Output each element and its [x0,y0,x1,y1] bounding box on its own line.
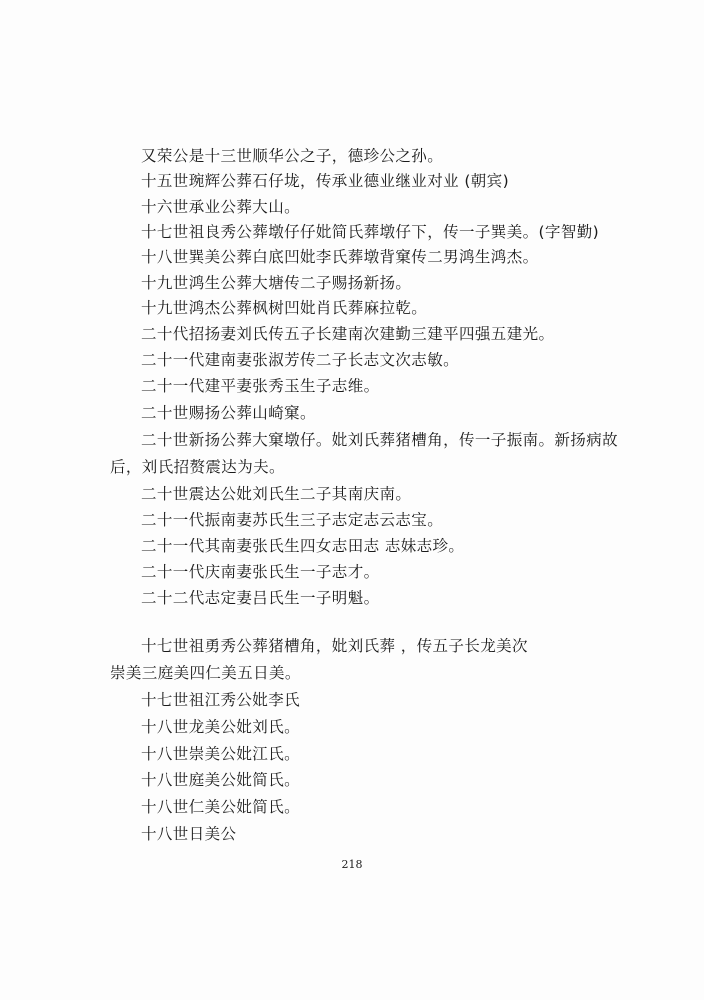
text-line: 二十一代其南妻张氏生四女志田志 志妹志珍。 [141,537,465,555]
text-line: 十五世琬辉公葬石仔垅，传承业德业继业对业 (朝宾) [141,172,510,190]
text-line: 二十世赐扬公葬山崎窠。 [141,404,316,422]
page-number: 218 [341,858,363,871]
text-line: 十八世庭美公妣简氏。 [141,771,301,789]
text-line: 又荣公是十三世顺华公之子，德珍公之孙。 [141,147,444,165]
text-line: 十八世崇美公妣江氏。 [141,745,301,763]
text-line: 十九世鸿生公葬大塘传二子赐扬新扬。 [141,274,412,292]
text-line: 十八世龙美公妣刘氏。 [141,718,301,736]
text-line: 二十二代志定妻吕氏生一子明魁。 [141,589,380,607]
text-line: 崇美三庭美四仁美五日美。 [110,664,301,682]
text-line: 十六世承业公葬大山。 [141,198,301,216]
text-line: 二十一代振南妻苏氏生三子志定志云志宝。 [141,511,444,529]
text-line: 十八世日美公 [141,825,237,843]
text-line: 十八世仁美公妣简氏。 [141,798,301,816]
text-line: 十九世鸿杰公葬枫树凹妣肖氏葬麻拉乾。 [141,299,428,317]
text-line: 二十世震达公妣刘氏生二子其南庆南。 [141,485,412,503]
text-line: 十七世祖良秀公葬墩仔仔妣简氏葬墩仔下，传一子巽美。(字智勤) [141,223,600,241]
text-line: 十七世祖江秀公妣李氏 [141,691,301,709]
text-line: 二十世新扬公葬大窠墩仔。妣刘氏葬猪槽角，传一子振南。新扬病故 [141,431,619,449]
text-line: 后，刘氏招赘震达为夫。 [110,458,285,476]
text-line: 二十代招扬妻刘氏传五子长建南次建勤三建平四强五建光。 [141,325,555,343]
text-line: 二十一代建南妻张淑芳传二子长志文次志敏。 [141,351,460,369]
text-line: 十七世祖勇秀公葬猪槽角，妣刘氏葬 ，传五子长龙美次 [141,637,528,655]
text-line: 二十一代庆南妻张氏生一子志才。 [141,563,380,581]
text-line: 十八世巽美公葬白底凹妣李氏葬墩背窠传二男鸿生鸿杰。 [141,248,539,266]
text-line: 二十一代建平妻张秀玉生子志维。 [141,377,380,395]
